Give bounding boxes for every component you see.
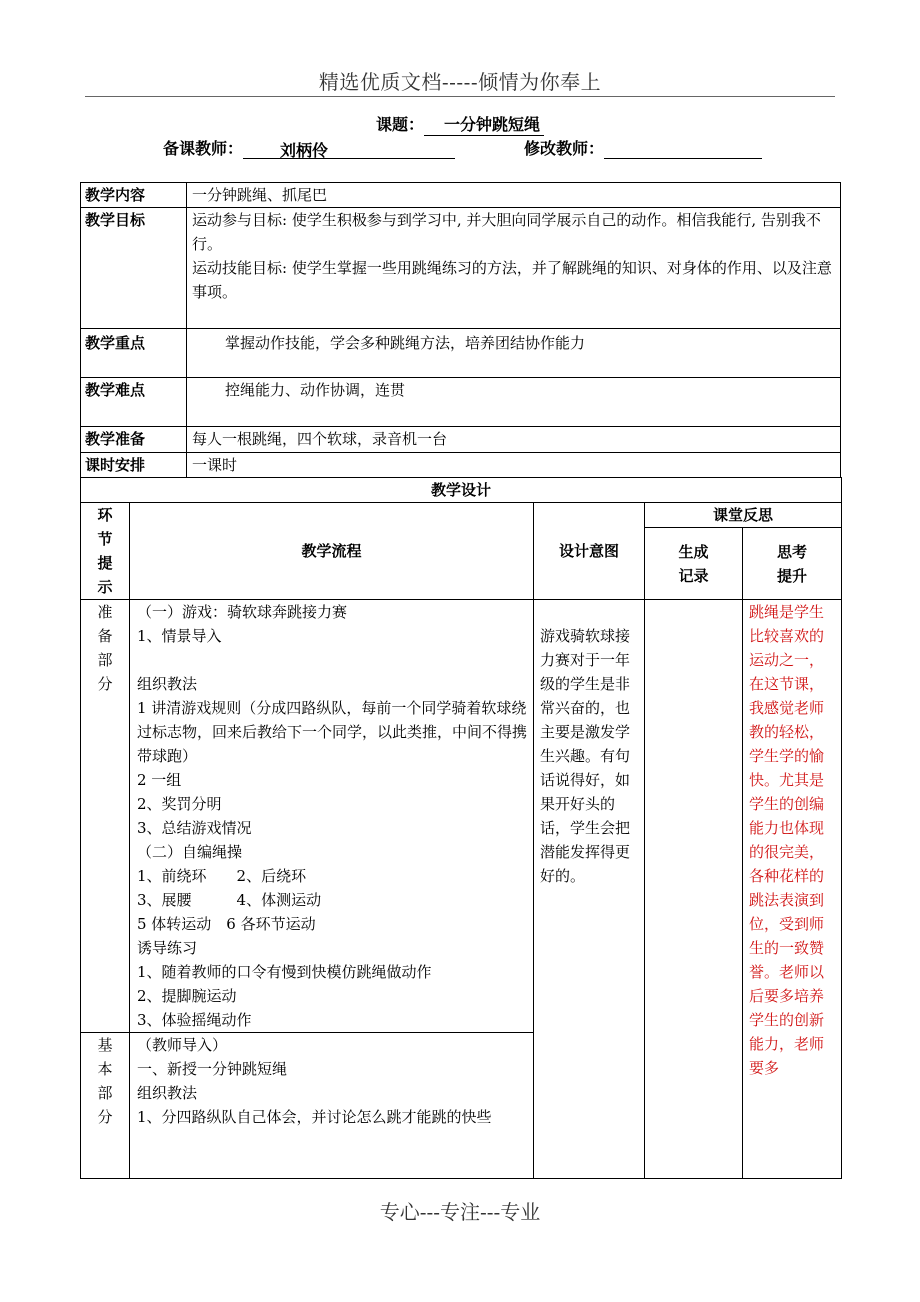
reflection-thoughts: 跳绳是学生比较喜欢的运动之一，在这节课，我感觉老师教的轻松，学生学的愉快。尤其是学生的创编能力也体现的很完美，各种花样的跳法表演到位，受到师生的一致赞誉。老师以后要多培养学生的创新能力，老师要多: [743, 600, 842, 1179]
goal-participation: 运动参与目标: 使学生积极参与到学习中, 并大胆向同学展示自己的动作。相信我能行, 告别我不行。: [192, 211, 821, 253]
stage-flow: [130, 600, 534, 1033]
info-value: 控绳能力、动作协调，连贯: [187, 378, 841, 427]
record-header-line: 记录: [678, 566, 709, 585]
flow-line: 3、体验摇绳动作: [137, 1011, 252, 1029]
prep-teacher-label: 备课教师：: [163, 139, 244, 158]
design-header-row: [81, 503, 842, 528]
stage-name-char: 备: [97, 627, 113, 645]
flow-line: （教师导入）: [137, 1036, 228, 1054]
stage-header-char: 节: [97, 530, 113, 548]
flow-line: 2、奖罚分明: [137, 795, 222, 813]
prep-teacher-name: 刘柄伶: [280, 141, 329, 160]
info-row-schedule: [81, 453, 841, 478]
stage-name-char: 准: [97, 603, 113, 621]
stage-name: [81, 1033, 130, 1179]
info-label: 课时安排: [81, 453, 187, 478]
info-row-goals: [81, 208, 841, 329]
flow-line: 2、提脚腕运动: [137, 987, 237, 1005]
stage-header-char: 环: [97, 506, 113, 524]
flow-column-header: 教学流程: [130, 503, 534, 600]
revise-teacher-line: [524, 136, 762, 159]
lesson-title: 一分钟跳短绳: [424, 112, 544, 136]
flow-line: 1、前绕环 2、后绕环: [137, 867, 307, 885]
flow-line: 一、新授一分钟跳短绳: [137, 1060, 288, 1078]
design-title: 教学设计: [81, 478, 842, 503]
flow-line: 3、展腰 4、体测运动: [137, 891, 322, 909]
design-title-row: [81, 478, 842, 503]
stage-flow: [130, 1033, 534, 1179]
info-value: 掌握动作技能，学会多种跳绳方法，培养团结协作能力: [187, 329, 841, 378]
record-column-header: [645, 528, 743, 600]
revise-teacher-label: 修改教师：: [524, 139, 605, 158]
stage-name-char: 部: [97, 651, 113, 669]
lesson-info-table: [80, 182, 841, 478]
info-value: [187, 208, 841, 329]
flow-line: 组织教法: [137, 675, 198, 693]
flow-line: 1、分四路纵队自己体会，并讨论怎么跳才能跳的快些: [137, 1108, 492, 1126]
flow-line: （一）游戏：骑软球奔跳接力赛: [137, 603, 348, 621]
stage-name-char: 基: [97, 1036, 113, 1054]
header-divider: [85, 96, 835, 97]
flow-line: 5 体转运动 6 各环节运动: [137, 915, 316, 933]
goal-skill: 运动技能目标: 使学生掌握一些用跳绳练习的方法，并了解跳绳的知识、对身体的作用、以及注意事项。: [192, 259, 832, 301]
reflection-column-header: 课堂反思: [645, 503, 842, 528]
intent-column-header: 设计意图: [534, 503, 645, 600]
think-header-line: 提升: [776, 566, 807, 585]
info-row-difficulty: [81, 378, 841, 427]
lesson-title-line: [0, 112, 920, 136]
page-footer: 专心---专注---专业: [379, 1200, 541, 1224]
prep-teacher-line: [163, 136, 455, 159]
stage-row-preparation: [81, 600, 842, 1033]
stage-name: [81, 600, 130, 1033]
design-intent: 游戏骑软球接力赛对于一年级的学生是非常兴奋的，也主要是激发学生兴趣。有句话说得好，如果开好头的话，学生会把潜能发挥得更好的。: [534, 600, 645, 1179]
info-label: 教学重点: [81, 329, 187, 378]
flow-line: [137, 648, 528, 672]
flow-line: 1、情景导入: [137, 627, 222, 645]
stage-header-char: 示: [97, 578, 113, 596]
stage-column-header: [81, 503, 130, 600]
info-value: 每人一根跳绳，四个软球，录音机一台: [187, 427, 841, 453]
flow-line: 组织教法: [137, 1084, 198, 1102]
lesson-title-label: 课题：: [375, 115, 424, 134]
stage-name-char: 分: [97, 675, 113, 693]
revise-teacher-field: [604, 138, 762, 159]
info-row-key-point: [81, 329, 841, 378]
record-header-line: 生成: [678, 542, 709, 561]
generated-record: [645, 600, 743, 1179]
info-value: 一课时: [187, 453, 841, 478]
page-header: 精选优质文档-----倾情为你奉上: [318, 70, 602, 94]
flow-line: 1 讲清游戏规则（分成四路纵队，每前一个同学骑着软球绕过标志物，回来后教给下一个同学，以此类推，中间不得携带球跑）: [137, 699, 528, 765]
flow-line: 3、总结游戏情况: [137, 819, 252, 837]
stage-header-char: 提: [97, 554, 113, 572]
flow-line: 1、随着教师的口令有慢到快模仿跳绳做动作: [137, 963, 432, 981]
stage-name-char: 部: [97, 1084, 113, 1102]
flow-line: 诱导练习: [137, 939, 198, 957]
flow-line: （二）自编绳操: [137, 843, 243, 861]
think-column-header: [743, 528, 842, 600]
info-row-content: [81, 183, 841, 208]
stage-name-char: 分: [97, 1108, 113, 1126]
flow-line: 2 一组: [137, 771, 182, 789]
info-row-preparation: [81, 427, 841, 453]
teaching-design-table: [80, 477, 842, 1179]
think-header-line: 思考: [776, 542, 807, 561]
prep-teacher-field: [243, 138, 455, 159]
info-label: 教学目标: [81, 208, 187, 329]
info-value: 一分钟跳绳、抓尾巴: [187, 183, 841, 208]
stage-name-char: 本: [97, 1060, 113, 1078]
info-label: 教学难点: [81, 378, 187, 427]
info-label: 教学准备: [81, 427, 187, 453]
info-label: 教学内容: [81, 183, 187, 208]
